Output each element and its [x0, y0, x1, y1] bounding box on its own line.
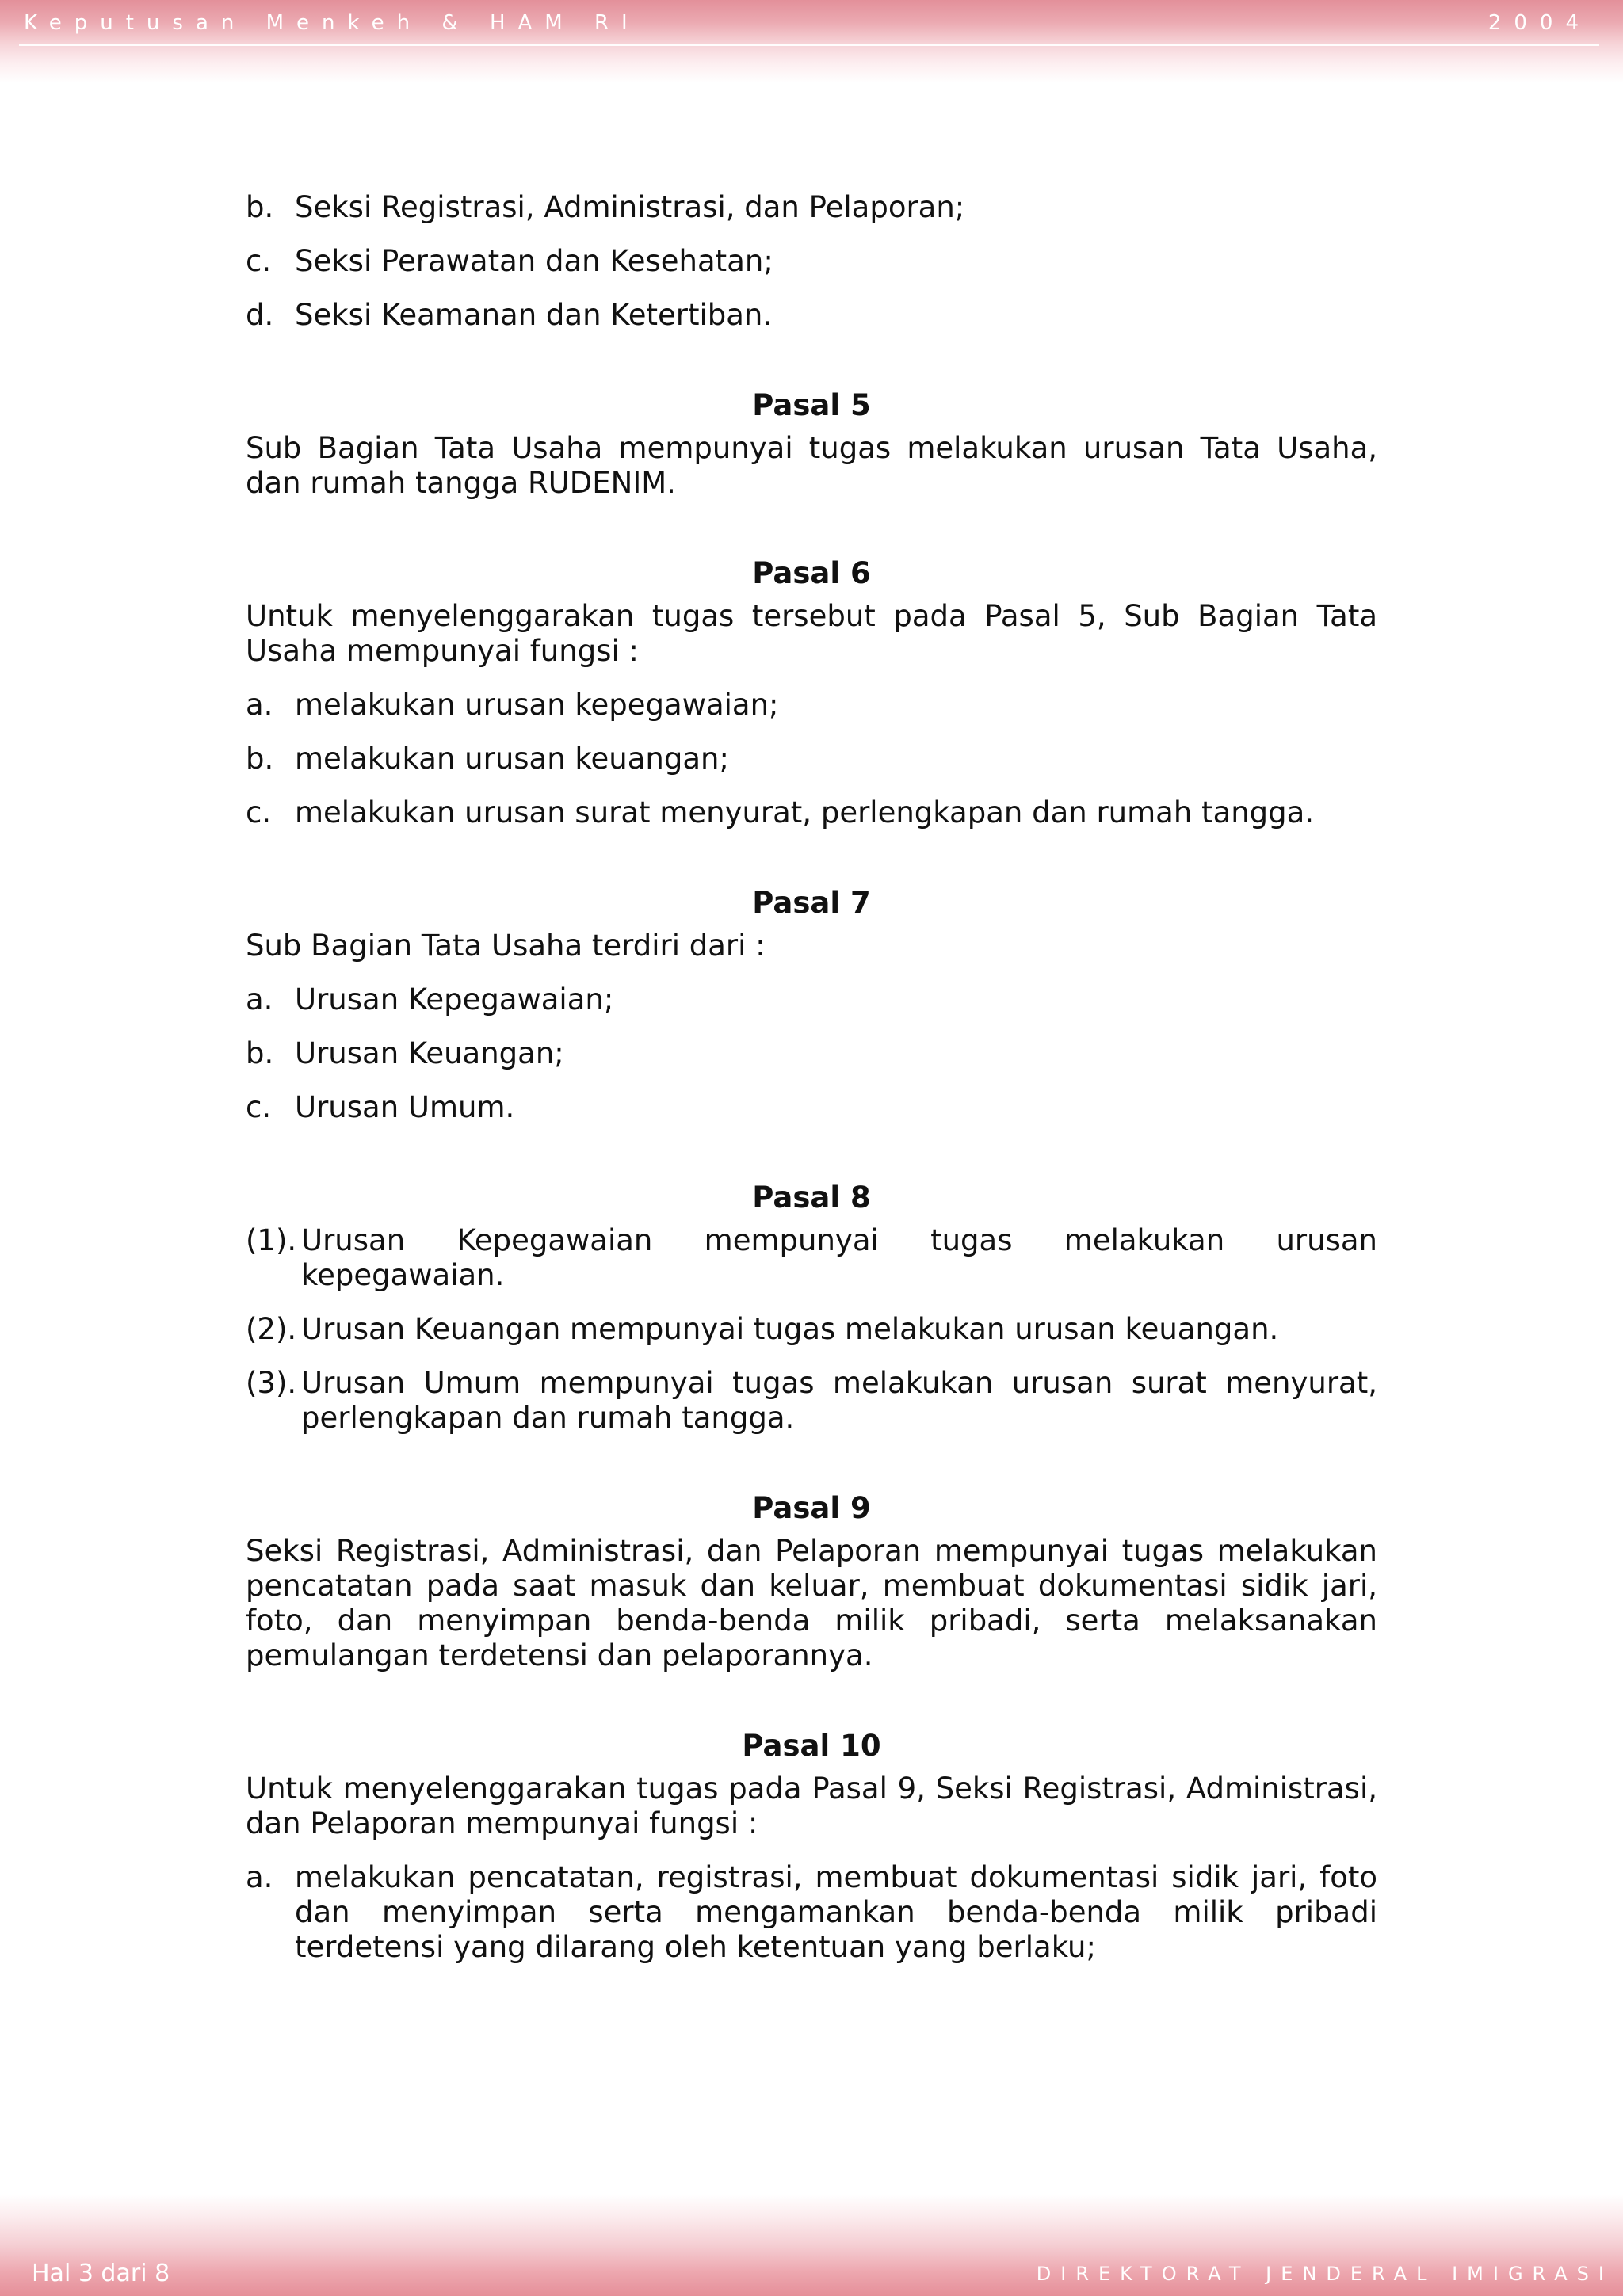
list-item [246, 742, 1377, 776]
list-text: Seksi Perawatan dan Kesehatan; [295, 244, 773, 278]
pasal-10-heading: Pasal 10 [742, 1729, 881, 1763]
list-text: Urusan Umum. [295, 1090, 515, 1124]
list-item [246, 795, 1377, 830]
list-marker: a. [246, 688, 273, 722]
list-item [246, 1860, 1377, 1965]
list-text: Urusan Kepegawaian; [295, 982, 614, 1016]
pasal-8-heading: Pasal 8 [752, 1180, 871, 1215]
list-marker: a. [246, 1860, 273, 1894]
list-text: melakukan urusan kepegawaian; [295, 688, 779, 722]
header-divider [19, 44, 1599, 46]
list-marker: b. [246, 742, 274, 776]
list-marker: d. [246, 298, 274, 332]
list-item [246, 1036, 1377, 1071]
pasal-9-heading: Pasal 9 [752, 1491, 871, 1525]
list-item [246, 1366, 1377, 1436]
document-body [246, 190, 1377, 1984]
list-item [246, 190, 1377, 225]
list-marker: (2). [246, 1312, 297, 1346]
list-item [246, 1223, 1377, 1293]
pasal-6-text: Untuk menyelenggarakan tugas tersebut pada Pasal 5, Sub Bagian Tata Usaha mempunyai fungsi : [246, 599, 1377, 668]
pasal-9-text: Seksi Registrasi, Administrasi, dan Pelaporan mempunyai tugas melakukan pencatatan pada saat masuk dan keluar, membuat dokumentasi sidik jari, foto, dan menyimpan benda-benda milik pribadi, serta melaksanakan pemulangan terdetensi dan pelaporannya. [246, 1534, 1377, 1672]
list-text: Urusan Umum mempunyai tugas melakukan urusan surat menyurat, perlengkapan dan rumah tangga. [301, 1366, 1377, 1435]
list-text: melakukan pencatatan, registrasi, membuat dokumentasi sidik jari, foto dan menyimpan serta mengamankan benda-benda milik pribadi terdetensi yang dilarang oleh ketentuan yang berlaku; [295, 1860, 1377, 1964]
header-document-title: Keputusan Menkeh & HAM RI [24, 11, 640, 35]
list-text: Seksi Keamanan dan Ketertiban. [295, 298, 773, 332]
list-marker: b. [246, 1036, 274, 1070]
pasal-7-heading: Pasal 7 [752, 886, 871, 920]
list-text: Urusan Keuangan mempunyai tugas melakukan urusan keuangan. [301, 1312, 1279, 1346]
pasal-10-text: Untuk menyelenggarakan tugas pada Pasal 9, Seksi Registrasi, Administrasi, dan Pelaporan mempunyai fungsi : [246, 1772, 1377, 1840]
list-text: Seksi Registrasi, Administrasi, dan Pelaporan; [295, 190, 965, 224]
footer-organization: DIREKTORAT JENDERAL IMIGRASI [1036, 2263, 1613, 2285]
header-year: 2004 [1487, 11, 1591, 35]
list-item [246, 688, 1377, 723]
pasal-7-text: Sub Bagian Tata Usaha terdiri dari : [246, 929, 766, 963]
list-text: melakukan urusan keuangan; [295, 742, 729, 776]
list-item [246, 298, 1377, 333]
list-text: melakukan urusan surat menyurat, perlengkapan dan rumah tangga. [295, 795, 1315, 830]
list-marker: a. [246, 982, 273, 1016]
list-text: Urusan Kepegawaian mempunyai tugas melakukan urusan kepegawaian. [301, 1223, 1377, 1292]
list-marker: b. [246, 190, 274, 224]
list-item [246, 244, 1377, 279]
list-marker: c. [246, 795, 272, 830]
pasal-5-text: Sub Bagian Tata Usaha mempunyai tugas melakukan urusan Tata Usaha, dan rumah tangga RUDENIM. [246, 431, 1377, 500]
list-marker: c. [246, 244, 272, 278]
list-marker: c. [246, 1090, 272, 1124]
list-item [246, 1312, 1377, 1347]
page-number: Hal 3 dari 8 [32, 2260, 170, 2287]
pasal-6-heading: Pasal 6 [752, 556, 871, 590]
list-text: Urusan Keuangan; [295, 1036, 564, 1070]
list-item [246, 1090, 1377, 1125]
list-marker: (1). [246, 1223, 297, 1257]
list-marker: (3). [246, 1366, 297, 1400]
list-item [246, 982, 1377, 1017]
pasal-5-heading: Pasal 5 [752, 388, 871, 422]
